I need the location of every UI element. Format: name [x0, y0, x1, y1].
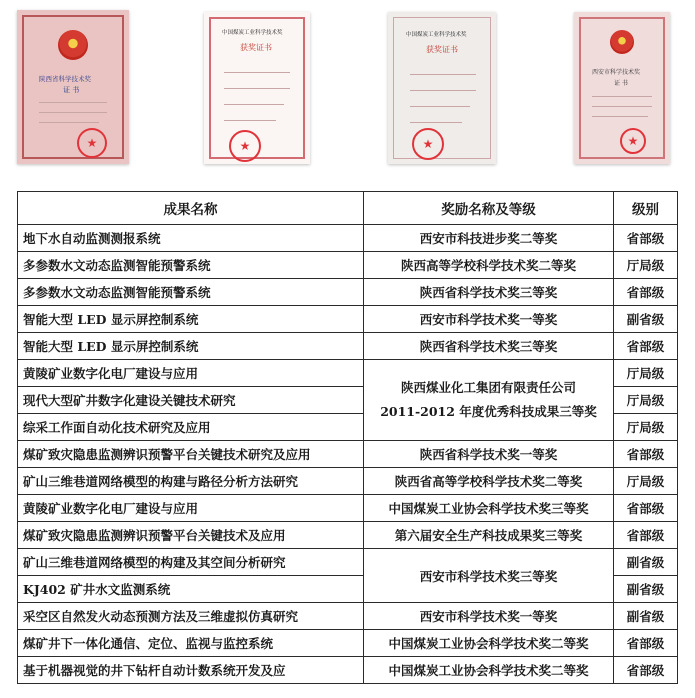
- certificate-gallery: [0, 0, 695, 180]
- merged-award-group-a: [364, 360, 614, 441]
- table-row: [18, 468, 678, 495]
- certificate-title: 获奖证书: [240, 43, 272, 52]
- row-level: 省部级: [614, 630, 678, 657]
- row-name: 多参数水文动态监测智能预警系统: [18, 279, 364, 306]
- row-name: 智能大型 LED 显示屏控制系统: [18, 306, 364, 333]
- certificate-title: 获奖证书: [426, 45, 458, 54]
- row-level: 副省级: [614, 549, 678, 576]
- red-seal-icon: [77, 128, 107, 158]
- table-row: [18, 549, 678, 576]
- row-award: 第六届安全生产科技成果奖三等奖: [364, 522, 614, 549]
- row-award: 西安市科技进步奖二等奖: [364, 225, 614, 252]
- certificate-coal-2: [388, 12, 496, 164]
- national-emblem-icon: [610, 30, 634, 54]
- table-row: [18, 522, 678, 549]
- row-level: 副省级: [614, 576, 678, 603]
- row-level: 厅局级: [614, 360, 678, 387]
- certificate-xian: [574, 12, 670, 164]
- row-award: 中国煤炭工业协会科学技术奖三等奖: [364, 495, 614, 522]
- table-row: [18, 495, 678, 522]
- header-award: 奖励名称及等级: [364, 192, 614, 225]
- row-name: 基于机器视觉的井下钻杆自动计数系统开发及应: [18, 657, 364, 684]
- certificate-shaanxi: [17, 10, 129, 164]
- row-level: 厅局级: [614, 252, 678, 279]
- table-row: [18, 441, 678, 468]
- merged-award-line-1: 陕西煤业化工集团有限责任公司: [400, 380, 576, 395]
- table-row: [18, 252, 678, 279]
- row-level: 厅局级: [614, 414, 678, 441]
- row-level: 省部级: [614, 657, 678, 684]
- row-name: 地下水自动监测测报系统: [18, 225, 364, 252]
- certificate-header: 中国煤炭工业科学技术奖: [222, 30, 283, 36]
- row-award: 西安市科学技术奖一等奖: [364, 306, 614, 333]
- table-row: [18, 657, 678, 684]
- row-name: 黄陵矿业数字化电厂建设与应用: [18, 360, 364, 387]
- certificate-title: 西安市科学技术奖: [592, 69, 641, 76]
- certificate-subtitle: 证 书: [63, 86, 80, 94]
- row-award: 陕西省科学技术奖三等奖: [364, 279, 614, 306]
- merged-award-line-2: 2011-2012 年度优秀科技成果三等奖: [380, 404, 597, 419]
- row-name: 综采工作面自动化技术研究及应用: [18, 414, 364, 441]
- row-award: 陕西省科学技术奖一等奖: [364, 441, 614, 468]
- certificate-coal-1: [204, 12, 310, 164]
- row-award: 陕西高等学校科学技术奖二等奖: [364, 252, 614, 279]
- table-row: [18, 603, 678, 630]
- row-name: 现代大型矿井数字化建设关键技术研究: [18, 387, 364, 414]
- row-award: 陕西省高等学校科学技术奖二等奖: [364, 468, 614, 495]
- row-level: 厅局级: [614, 468, 678, 495]
- row-name: 矿山三维巷道网络模型的构建与路径分析方法研究: [18, 468, 364, 495]
- row-award: 西安市科学技术奖一等奖: [364, 603, 614, 630]
- row-name: KJ402 矿井水文监测系统: [18, 576, 364, 603]
- row-name: 采空区自然发火动态预测方法及三维虚拟仿真研究: [18, 603, 364, 630]
- table-row: [18, 333, 678, 360]
- table-header-row: [18, 192, 678, 225]
- table-row: [18, 225, 678, 252]
- row-award: 中国煤炭工业协会科学技术奖二等奖: [364, 657, 614, 684]
- certificate-header: 中国煤炭工业科学技术奖: [406, 32, 467, 38]
- row-name: 多参数水文动态监测智能预警系统: [18, 252, 364, 279]
- header-name: 成果名称: [18, 192, 364, 225]
- row-level: 省部级: [614, 279, 678, 306]
- row-level: 副省级: [614, 603, 678, 630]
- table-row: [18, 279, 678, 306]
- certificate-title: 陕西省科学技术奖: [39, 75, 91, 83]
- row-level: 省部级: [614, 333, 678, 360]
- row-name: 黄陵矿业数字化电厂建设与应用: [18, 495, 364, 522]
- row-name: 矿山三维巷道网络模型的构建及其空间分析研究: [18, 549, 364, 576]
- red-seal-icon: [620, 128, 646, 154]
- merged-award-group-b: 西安市科学技术奖三等奖: [364, 549, 614, 603]
- red-seal-icon: [229, 130, 261, 162]
- row-level: 厅局级: [614, 387, 678, 414]
- table-row: [18, 360, 678, 387]
- awards-table: [17, 191, 678, 684]
- certificate-subtitle: 证 书: [614, 80, 628, 87]
- row-level: 省部级: [614, 441, 678, 468]
- row-award: 陕西省科学技术奖三等奖: [364, 333, 614, 360]
- national-emblem-icon: [58, 30, 88, 60]
- row-level: 副省级: [614, 306, 678, 333]
- table-row: [18, 306, 678, 333]
- row-award: 中国煤炭工业协会科学技术奖二等奖: [364, 630, 614, 657]
- row-level: 省部级: [614, 225, 678, 252]
- row-level: 省部级: [614, 522, 678, 549]
- header-level: 级别: [614, 192, 678, 225]
- row-name: 煤矿致灾隐患监测辨识预警平台关键技术研究及应用: [18, 441, 364, 468]
- row-name: 智能大型 LED 显示屏控制系统: [18, 333, 364, 360]
- row-name: 煤矿致灾隐患监测辨识预警平台关键技术及应用: [18, 522, 364, 549]
- red-seal-icon: [412, 128, 444, 160]
- row-name: 煤矿井下一体化通信、定位、监视与监控系统: [18, 630, 364, 657]
- table-row: [18, 630, 678, 657]
- row-level: 省部级: [614, 495, 678, 522]
